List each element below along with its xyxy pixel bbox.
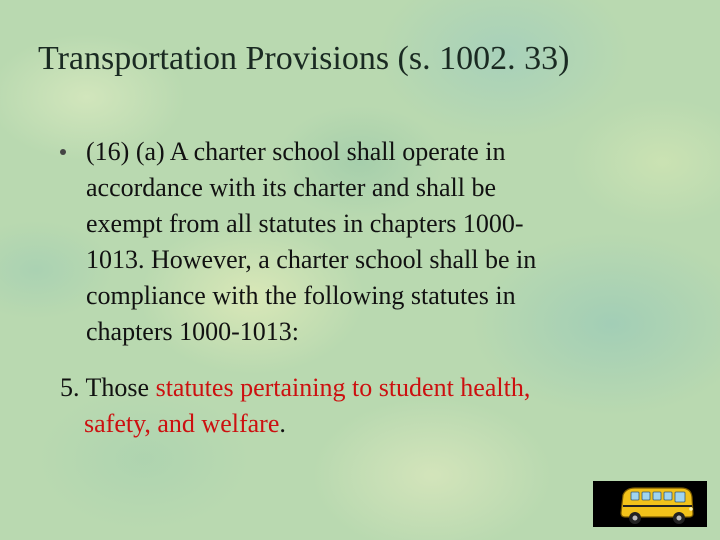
- numbered-item-line-2: [60, 406, 670, 442]
- highlighted-text-2: safety, and welfare: [84, 409, 280, 438]
- bullet-line-4: 1013. However, a charter school shall be in: [86, 245, 537, 274]
- item-suffix: .: [279, 409, 286, 438]
- item-prefix: Those: [79, 373, 156, 402]
- bullet-line-6: chapters 1000-1013:: [86, 317, 300, 346]
- bullet-icon: [60, 149, 66, 155]
- highlighted-text-1: statutes pertaining to student health,: [155, 373, 531, 402]
- item-number: 5.: [60, 373, 80, 402]
- bullet-line-1: (16) (a) A charter school shall operate in: [86, 137, 506, 166]
- school-bus-logo: [593, 481, 707, 527]
- school-bus-icon: [593, 481, 707, 527]
- bullet-paragraph: [86, 134, 676, 350]
- bullet-line-2: accordance with its charter and shall be: [86, 173, 497, 202]
- bullet-line-5: compliance with the following statutes in: [86, 281, 516, 310]
- slide-title: Transportation Provisions (s. 1002. 33): [38, 40, 570, 77]
- numbered-item-5: [60, 370, 670, 442]
- bullet-line-3: exempt from all statutes in chapters 1000-: [86, 209, 524, 238]
- numbered-item-line-1: [60, 370, 670, 406]
